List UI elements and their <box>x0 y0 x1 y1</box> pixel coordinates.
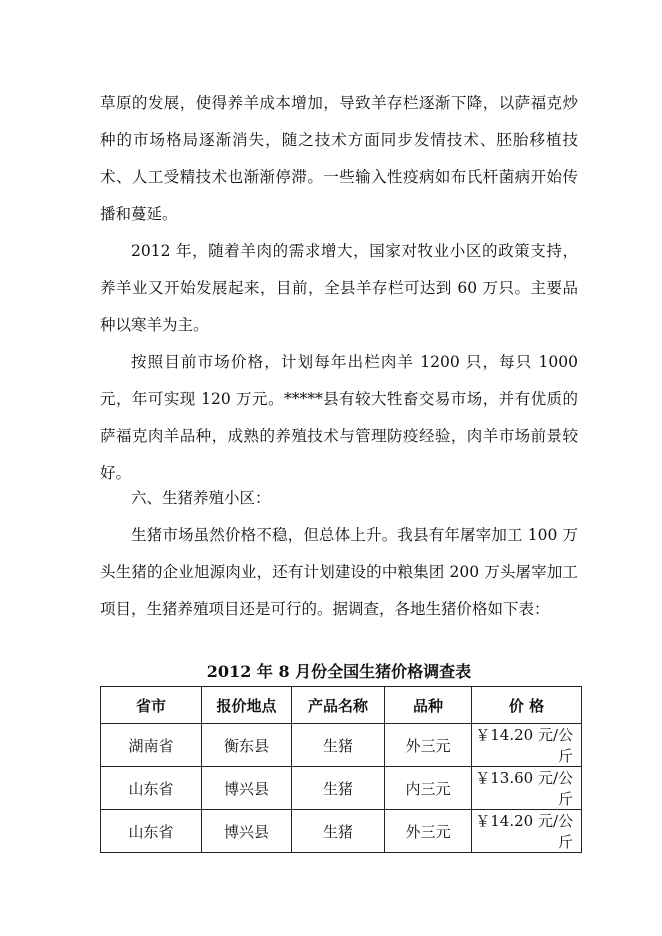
pig-price-table <box>100 686 582 853</box>
cell-quote-location: 博兴县 <box>202 810 292 853</box>
header-quote-location: 报价地点 <box>202 687 292 724</box>
table-row <box>101 810 582 853</box>
paragraph-sheep-decline: 草原的发展，使得养羊成本增加，导致羊存栏逐渐下降，以萨福克炒种的市场格局逐渐消失，随之技术方面同步发情技术、胚胎移植技术、人工受精技术也渐渐停滞。一些输入性疫病如布氏杆菌病开始传播和蔓延。 <box>100 94 578 223</box>
cell-province: 山东省 <box>101 810 202 853</box>
cell-breed: 内三元 <box>385 767 472 810</box>
cell-breed: 外三元 <box>385 724 472 767</box>
header-province: 省市 <box>101 687 202 724</box>
cell-price: ￥14.20 元/公斤 <box>472 724 582 767</box>
cell-product-name: 生猪 <box>292 767 385 810</box>
paragraph-sheep-2012: 2012 年，随着羊肉的需求增大，国家对牧业小区的政策支持，养羊业又开始发展起来，目前，全县羊存栏可达到 60 万只。主要品种以寒羊为主。 <box>100 242 578 334</box>
cell-product-name: 生猪 <box>292 810 385 853</box>
header-product-name: 产品名称 <box>292 687 385 724</box>
paragraph-pig-market: 生猪市场虽然价格不稳，但总体上升。我县有年屠宰加工 100 万头生猪的企业旭源肉业，还有计划建设的中粮集团 200 万头屠宰加工项目，生猪养殖项目还是可行的。据调查，各地生猪价格如下表： <box>100 526 578 618</box>
cell-price: ￥14.20 元/公斤 <box>472 810 582 853</box>
cell-price: ￥13.60 元/公斤 <box>472 767 582 810</box>
cell-quote-location: 衡东县 <box>202 724 292 767</box>
cell-province: 湖南省 <box>101 724 202 767</box>
cell-product-name: 生猪 <box>292 724 385 767</box>
section-heading-pig-farming: 六、生猪养殖小区： <box>131 489 271 507</box>
table-header-row <box>101 687 582 724</box>
header-price: 价 格 <box>472 687 582 724</box>
cell-quote-location: 博兴县 <box>202 767 292 810</box>
paragraph-sheep-market-price: 按照目前市场价格，计划每年出栏肉羊 1200 只，每只 1000 元，年可实现 120 万元。*****县有较大牲畜交易市场，并有优质的萨福克肉羊品种，成熟的养殖技术与管理防疫经验，肉羊市场前景较好。 <box>100 353 578 482</box>
cell-province: 山东省 <box>101 767 202 810</box>
header-breed: 品种 <box>385 687 472 724</box>
cell-breed: 外三元 <box>385 810 472 853</box>
table-title: 2012 年 8 月份全国生猪价格调查表 <box>206 662 472 681</box>
table-row <box>101 767 582 810</box>
table-row <box>101 724 582 767</box>
